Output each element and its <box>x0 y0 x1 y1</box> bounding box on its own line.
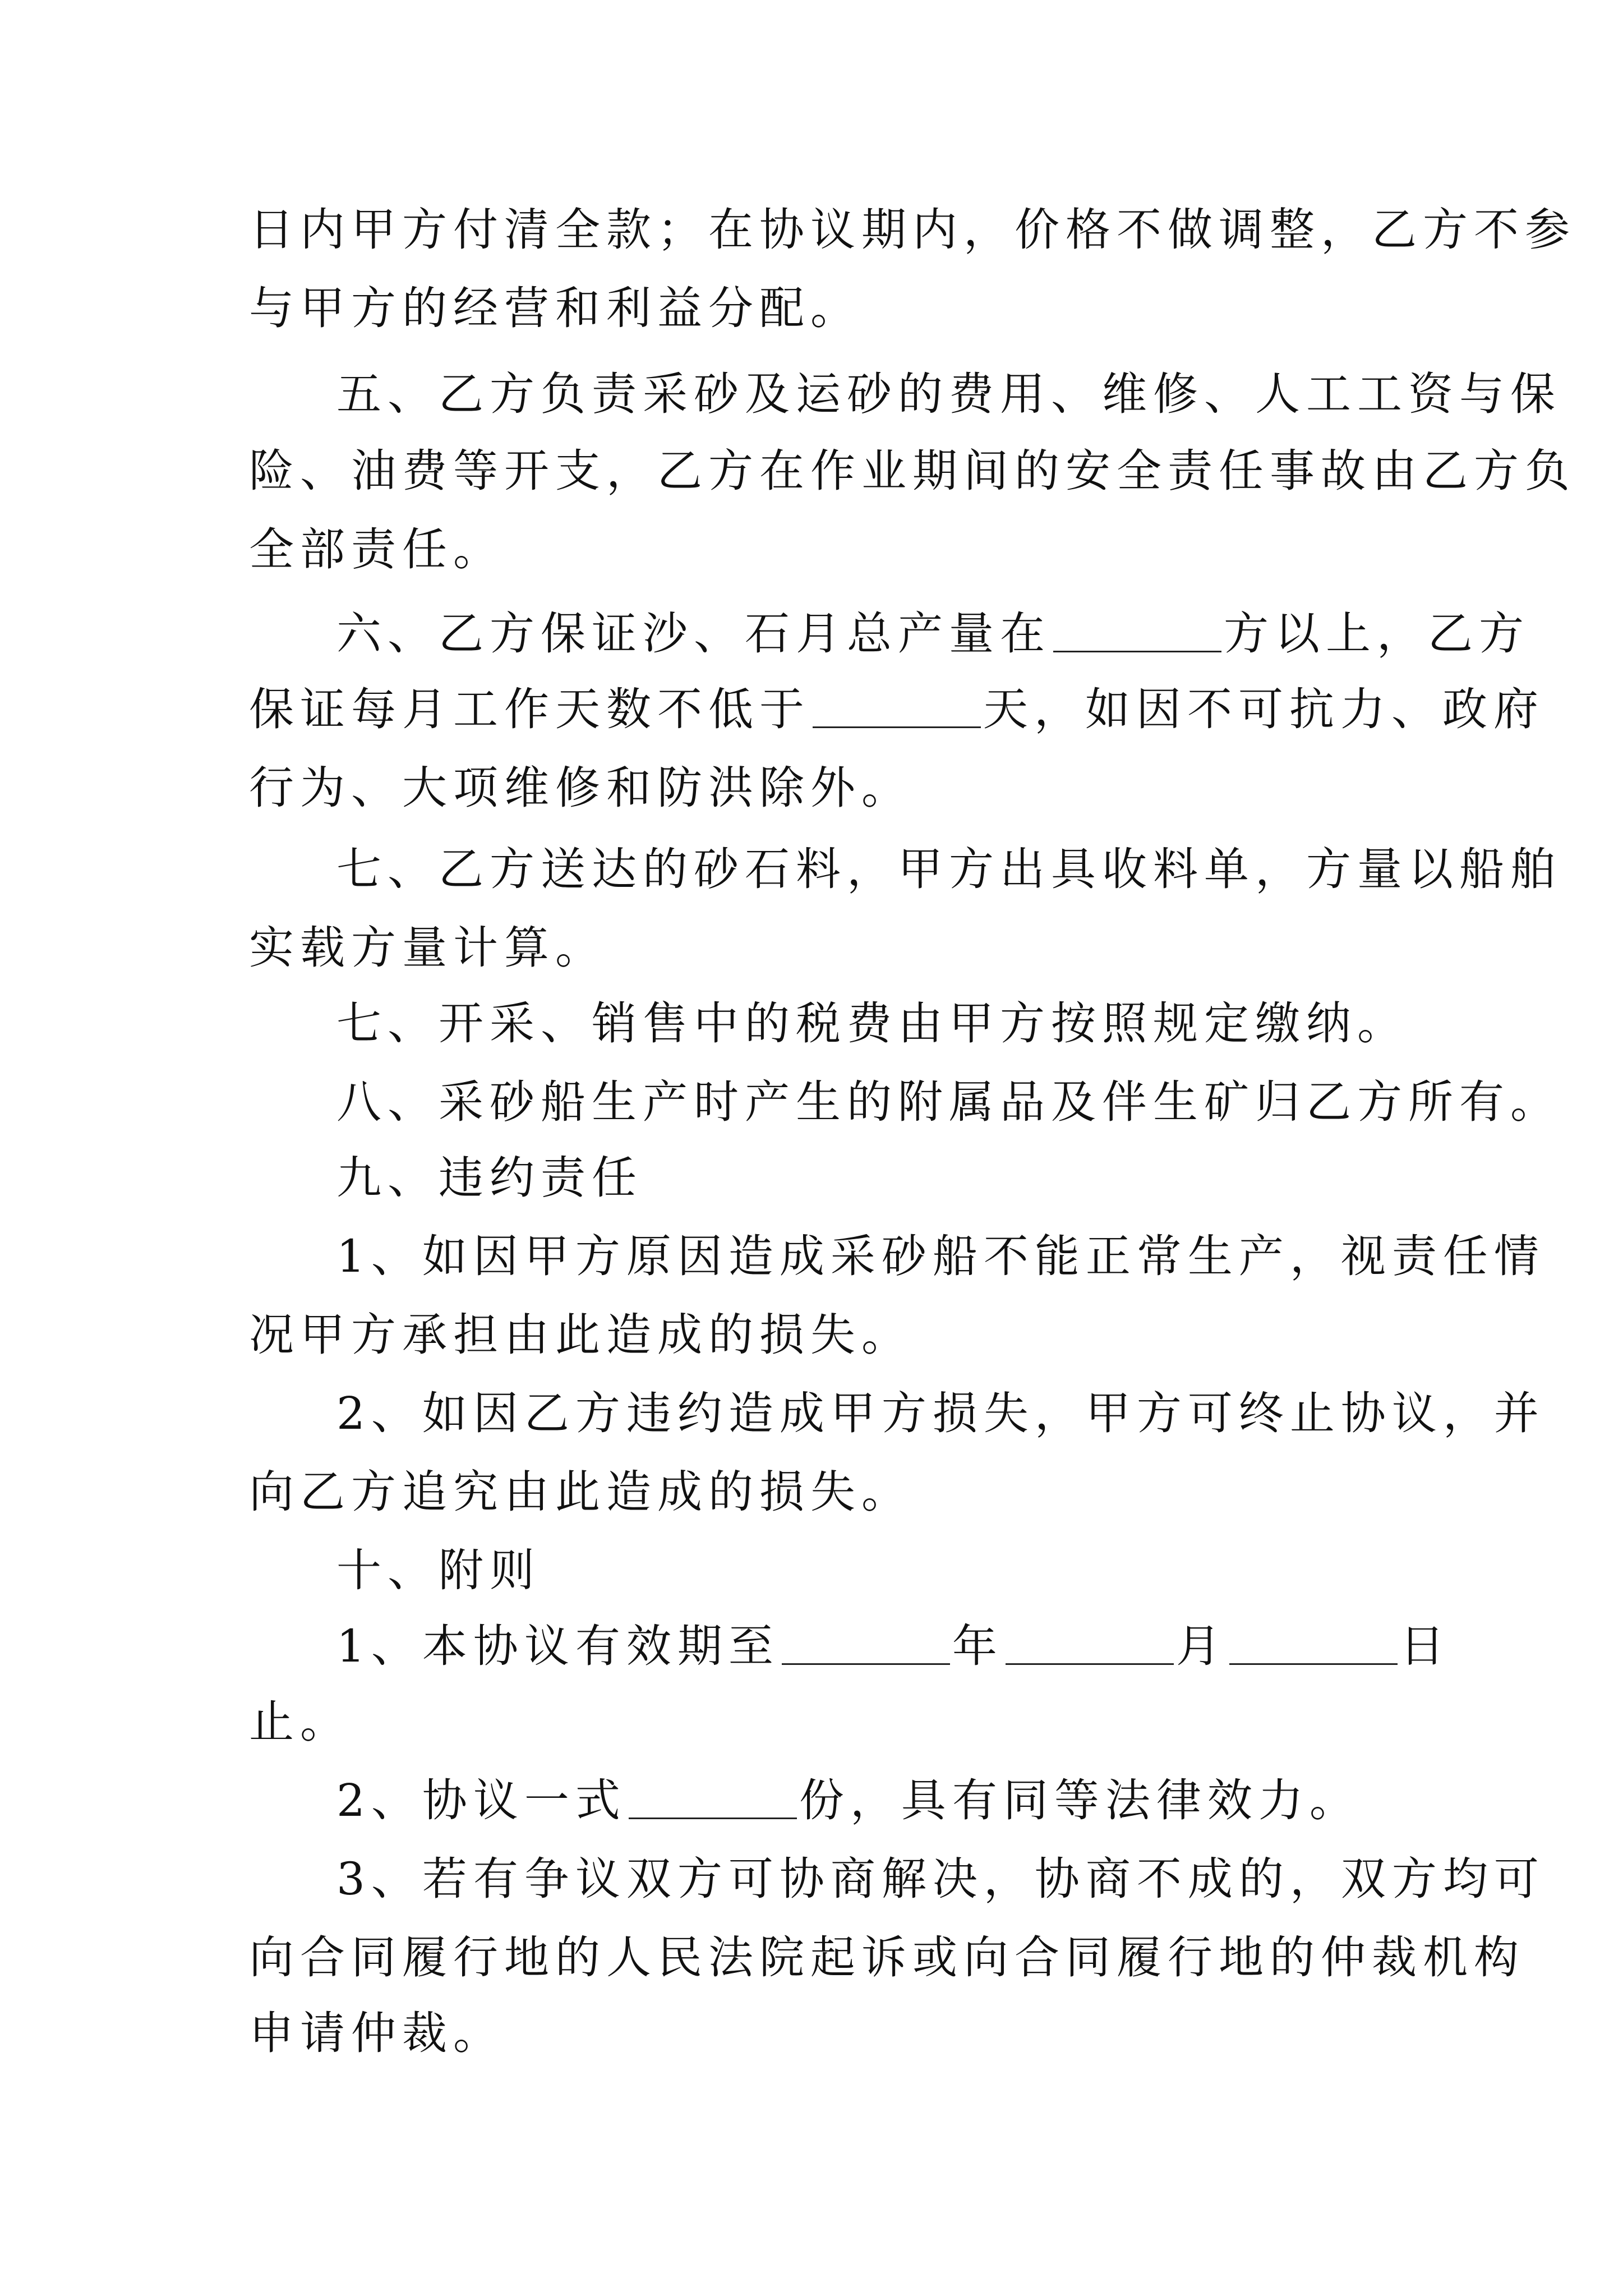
copies-text-a: 2、协议一式 <box>336 1774 626 1826</box>
month-blank <box>1006 1623 1174 1665</box>
payment-line-1: 日内甲方付清全款；在协议期内，价格不做调整，乙方不参 <box>249 204 1576 256</box>
payment-line-2: 与甲方的经营和利益分配。 <box>249 282 861 334</box>
clause-9-item-2-line-1: 2、如因乙方违约造成甲方损失，甲方可终止协议，并 <box>336 1387 1545 1439</box>
year-label: 年 <box>952 1620 1003 1672</box>
clause-10-item-3-line-2: 向合同履行地的人民法院起诉或向合同履行地的仲裁机构 <box>249 1931 1525 1984</box>
clause-5-line-2: 险、油费等开支，乙方在作业期间的安全责任事故由乙方负 <box>249 445 1576 497</box>
monthly-output-blank <box>1053 610 1221 652</box>
clause-10-item-2-line-1 <box>336 1773 1361 1829</box>
clause-10-item-3-line-3: 申请仲裁。 <box>249 2007 504 2059</box>
day-label: 日 <box>1399 1620 1451 1672</box>
clause-10-item-1-line-1 <box>336 1618 1451 1674</box>
clause-9-heading: 九、违约责任 <box>336 1152 643 1204</box>
clause-6-line-1 <box>336 606 1530 662</box>
month-label: 月 <box>1175 1620 1227 1672</box>
copies-text-b: 份，具有同等法律效力。 <box>799 1774 1361 1826</box>
clause-10-item-3-line-1: 3、若有争议双方可协商解决，协商不成的，双方均可 <box>336 1853 1545 1905</box>
clause-6-text-b: 方以上，乙方 <box>1224 608 1530 660</box>
clause-10-heading: 十、附则 <box>336 1544 541 1596</box>
clause-6-text-c: 保证每月工作天数不低于 <box>249 683 810 735</box>
clause-5-line-3: 全部责任。 <box>249 523 504 576</box>
work-days-blank <box>813 686 981 728</box>
validity-text: 1、本协议有效期至 <box>336 1620 780 1672</box>
clause-6-line-3: 行为、大项维修和防洪除外。 <box>249 762 912 814</box>
clause-9-item-1-line-2: 况甲方承担由此造成的损失。 <box>249 1309 912 1361</box>
clause-6-text-a: 六、乙方保证沙、石月总产量在 <box>336 608 1051 660</box>
year-blank <box>782 1623 950 1665</box>
clause-7b-line-1: 七、开采、销售中的税费由甲方按照规定缴纳。 <box>336 997 1408 1050</box>
clause-5-line-1: 五、乙方负责采砂及运砂的费用、维修、人工工资与保 <box>336 368 1561 420</box>
clause-7a-line-1: 七、乙方送达的砂石料，甲方出具收料单，方量以船舶 <box>336 843 1561 895</box>
clause-6-text-d: 天，如因不可抗力、政府 <box>983 683 1544 735</box>
clause-10-item-1-line-2: 止。 <box>249 1696 351 1748</box>
clause-8-line-1: 八、采砂船生产时产生的附属品及伴生矿归乙方所有。 <box>336 1076 1561 1128</box>
clause-9-item-1-line-1: 1、如因甲方原因造成采砂船不能正常生产，视责任情 <box>336 1230 1545 1282</box>
clause-9-item-2-line-2: 向乙方追究由此造成的损失。 <box>249 1466 912 1518</box>
day-blank <box>1229 1623 1398 1665</box>
copies-blank <box>629 1777 797 1819</box>
clause-6-line-2 <box>249 682 1544 738</box>
clause-7a-line-2: 实载方量计算。 <box>249 922 606 974</box>
